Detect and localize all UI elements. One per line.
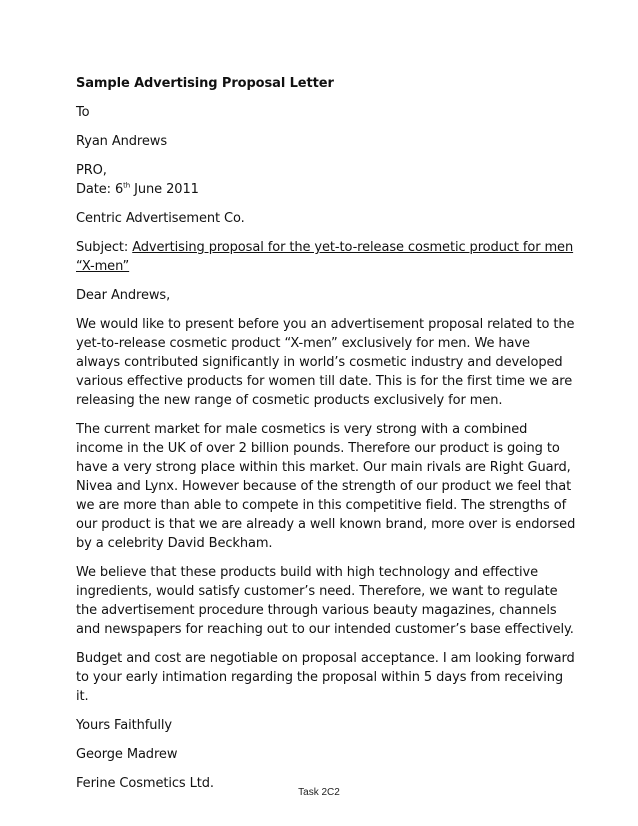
- closing: Yours Faithfully: [76, 718, 172, 733]
- subject-text: Advertising proposal for the yet-to-release cosmetic product for men “X-men”: [76, 240, 574, 274]
- sender-name: George Madrew: [76, 747, 178, 762]
- body-paragraph-1: We would like to present before you an advertisement proposal related to the yet-to-release cosmetic product “X-men” exclusively for men. We have always contributed significantly in world’s cosmetic industry and developed various effective products for women till date. This is for the first time we are releasing the new range of cosmetic products exclusively for men.: [76, 317, 575, 408]
- body-paragraph-4: Budget and cost are negotiable on proposal acceptance. I am looking forward to your early intimation regarding the proposal within 5 days from receiving it.: [76, 651, 575, 704]
- recipient-name: Ryan Andrews: [76, 134, 167, 149]
- date-prefix: Date: 6: [76, 182, 124, 197]
- recipient-company: Centric Advertisement Co.: [76, 211, 245, 226]
- letter-date: [76, 180, 576, 199]
- body-paragraph-3: We believe that these products build with high technology and effective ingredients, would satisfy customer’s need. Therefore, we want to regulate the advertisement procedure through various beauty magazines, channels and newspapers for reaching out to our intended customer’s base effectively.: [76, 565, 574, 637]
- to-label: To: [76, 105, 90, 120]
- letter-title: Sample Advertising Proposal Letter: [76, 76, 334, 91]
- salutation: Dear Andrews,: [76, 288, 171, 303]
- page-footer: Task 2C2: [298, 787, 340, 798]
- letter-body: [76, 74, 576, 803]
- body-paragraph-2: The current market for male cosmetics is very strong with a combined income in the UK of over 2 billion pounds. Therefore our product is going to have a very strong place within this market. Our main rivals are Right Guard, Nivea and Lynx. However because of the strength of our product we feel that we are more than able to compete in this competitive field. The strengths of our product is that we are already a well known brand, more over is endorsed by a celebrity David Beckham.: [76, 422, 576, 551]
- recipient-title-date-block: [76, 161, 576, 199]
- recipient-title: PRO,: [76, 163, 107, 178]
- sender-company: Ferine Cosmetics Ltd.: [76, 776, 214, 791]
- subject-label: Subject:: [76, 240, 133, 255]
- subject-line: [76, 238, 576, 276]
- date-suffix: June 2011: [130, 182, 199, 197]
- date-superscript: th: [123, 181, 131, 190]
